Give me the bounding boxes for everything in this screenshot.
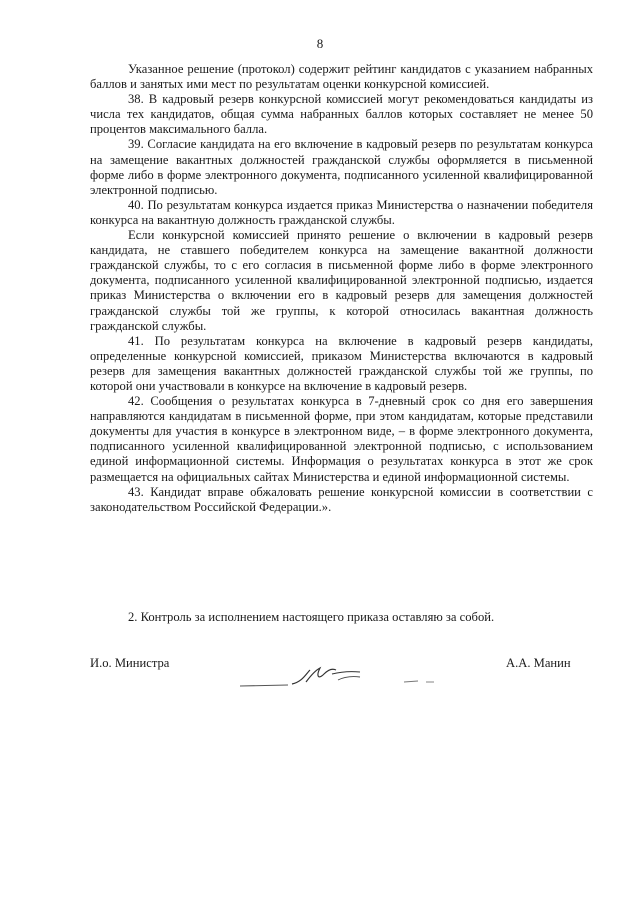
signatory-role: И.о. Министра — [90, 656, 170, 670]
paragraph-40: 40. По результатам конкурса издается приказ Министерства о назначении победителя конкурса на вакантную должность гражданской службы. — [90, 197, 593, 227]
order-text — [90, 62, 593, 515]
paragraph-39: 39. Согласие кандидата на его включение в кадровый резерв по результатам конкурса на замещение вакантных должностей гражданской службы оформляется в письменной форме либо в форме электронного документа, подписанного усиленной квалифицированной электронной подписью. — [90, 137, 593, 197]
paragraph-41: 41. По результатам конкурса на включение в кадровый резерв кандидаты, определенные конкурсной комиссией, приказом Министерства включаются в кадровый резерв для замещения вакантных должностей гражданской службы той же группы, по которой они участвовали в конкурсе на включение в кадровый резерв. — [90, 333, 593, 393]
signatory-name: А.А. Манин — [506, 656, 571, 670]
paragraph-43: 43. Кандидат вправе обжаловать решение конкурсной комиссии в соответствии с законодательством Российской Федерации.». — [90, 484, 593, 514]
paragraph-reserve-order: Если конкурсной комиссией принято решение о включении в кадровый резерв кандидата, не ставшего победителем конкурса на замещение вакантной должности гражданской службы, то с его согласия в письменной форме либо в форме электронного документа, подписанного усиленной квалифицированной электронной подписью, издается приказ Министерства о включении его в кадровый резерв для замещения должностей гражданской службы той же группы, к которой относилась вакантная должность гражданской службы. — [90, 228, 593, 333]
handwritten-signature — [236, 660, 446, 694]
paragraph-38: 38. В кадровый резерв конкурсной комиссией могут рекомендоваться кандидаты из числа тех кандидатов, общая сумма набранных баллов которых составляет не менее 50 процентов максимального балла. — [90, 92, 593, 137]
page-number: 8 — [316, 36, 324, 51]
control-paragraph: 2. Контроль за исполнением настоящего приказа оставляю за собой. — [128, 610, 495, 624]
paragraph-rating: Указанное решение (протокол) содержит рейтинг кандидатов с указанием набранных баллов и занятых ими мест по результатам оценки конкурсной комиссией. — [90, 62, 593, 92]
paragraph-42: 42. Сообщения о результатах конкурса в 7-дневный срок со дня его завершения направляются кандидатам в письменной форме, при этом кандидатам, которые представили документы для участия в конкурсе в электронном виде, – в форме электронного документа, подписанного усиленной квалифицированной электронной подписью, с использованием единой информационной системы. Информация о результатах конкурса в этот же срок размещается на официальных сайтах Министерства и единой информационной системы. — [90, 394, 593, 484]
